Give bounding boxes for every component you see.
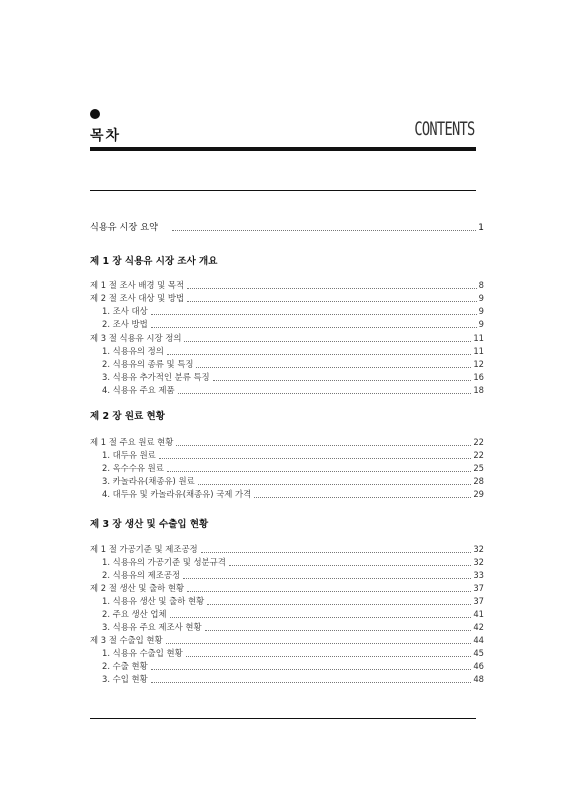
toc-entry-label: 제 2 절 생산 및 출하 현황 [90,583,185,593]
page-title: 목차 [90,128,122,144]
toc-entry-page: 28 [473,476,484,486]
toc-entry[interactable] [102,383,484,396]
chapter-heading: 제 1 장 식용유 시장 조사 개요 [90,256,218,267]
toc-entry-label: 3. 수입 현황 [102,674,148,684]
leader-dots [172,230,476,231]
toc-entry-page: 42 [473,622,484,632]
leader-dots [229,565,472,566]
leader-dots [178,393,472,394]
toc-entry-label: 2. 옥수수유 원료 [102,463,164,473]
toc-entry-label: 1. 식용유 수출입 현황 [102,648,183,658]
toc-entry-label: 제 3 절 수출입 현황 [90,635,163,645]
contents-wordmark: CONTENTS [414,118,475,140]
toc-entry[interactable] [102,448,484,461]
toc-entry[interactable] [102,357,484,370]
toc-entry-page: 11 [473,346,484,356]
toc-entry[interactable] [90,435,484,448]
toc-entry-page: 1 [478,222,484,233]
toc-entry-page: 12 [473,359,484,369]
toc-entry-page: 29 [473,489,484,499]
toc-entry-page: 44 [473,635,484,645]
leader-dots [196,367,471,368]
toc-entry-page: 41 [473,609,484,619]
toc-entry-label: 2. 주요 생산 업체 [102,609,167,619]
toc-entry[interactable] [90,331,484,344]
toc-entry-page: 45 [473,648,484,658]
toc-entry[interactable] [102,555,484,568]
leader-dots [187,301,477,302]
toc-entry[interactable] [102,594,484,607]
toc-entry[interactable] [90,291,484,304]
leader-dots [207,604,471,605]
toc-entry[interactable] [102,344,484,357]
toc-entry[interactable] [90,278,484,291]
leader-dots [205,630,472,631]
leader-dots [151,327,477,328]
toc-entry-page: 9 [478,319,484,329]
leader-dots [167,471,471,472]
chapter-heading: 제 2 장 원료 현황 [90,411,165,422]
toc-entry-page: 33 [473,570,484,580]
toc-entry-label: 2. 식용유의 제조공정 [102,570,181,580]
toc-entry-label: 2. 조사 방법 [102,319,148,329]
toc-entry[interactable] [90,633,484,646]
toc-entry-label: 제 2 절 조사 대상 및 방법 [90,293,185,303]
bullet-dot-icon [90,109,100,119]
toc-entry[interactable] [102,568,484,581]
bottom-divider [90,718,476,719]
chapter-heading: 제 3 장 생산 및 수출입 현황 [90,519,209,530]
toc-entry-page: 22 [473,437,484,447]
toc-entry-label: 제 3 절 식용유 시장 정의 [90,333,182,343]
leader-dots [166,643,472,644]
leader-dots [201,552,472,553]
toc-entry[interactable] [102,607,484,620]
toc-entry-page: 9 [478,293,484,303]
toc-entry-label: 제 1 절 가공기준 및 제조공정 [90,544,198,554]
toc-entry-label: 3. 카놀라유(채종유) 원료 [102,476,195,486]
toc-entry-page: 18 [473,385,484,395]
toc-entry-page: 16 [473,372,484,382]
toc-entry-label: 2. 수출 현황 [102,661,148,671]
toc-entry[interactable] [102,659,484,672]
leader-dots [167,354,471,355]
toc-entry-label: 4. 대두유 및 카놀라유(채종유) 국제 가격 [102,489,252,499]
toc-entry-label: 1. 대두유 원료 [102,450,156,460]
toc-entry[interactable] [102,672,484,685]
leader-dots [184,341,471,342]
toc-entry-page: 32 [473,557,484,567]
toc-entry[interactable] [102,646,484,659]
toc-entry-label: 1. 식용유 생산 및 출하 현황 [102,596,205,606]
toc-entry-page: 22 [473,450,484,460]
leader-dots [213,380,472,381]
leader-dots [170,617,472,618]
leader-dots [198,484,472,485]
toc-entry-page: 37 [473,596,484,606]
toc-entry-label: 식용유 시장 요약 [90,222,158,233]
toc-entry-page: 8 [478,280,484,290]
leader-dots [151,314,477,315]
leader-dots [151,669,472,670]
toc-entry-page: 25 [473,463,484,473]
toc-entry-label: 4. 식용유 주요 제품 [102,385,175,395]
leader-dots [187,591,471,592]
title-rule [90,147,476,151]
toc-entry[interactable] [102,461,484,474]
toc-entry[interactable] [102,474,484,487]
toc-entry-label: 2. 식용유의 종류 및 특징 [102,359,194,369]
toc-entry[interactable] [102,487,484,500]
toc-entry-page: 9 [478,306,484,316]
top-divider [90,190,476,191]
toc-entry-page: 37 [473,583,484,593]
toc-entry[interactable] [102,304,484,317]
leader-dots [151,682,472,683]
toc-entry-page: 48 [473,674,484,684]
leader-dots [187,288,477,289]
leader-dots [159,458,472,459]
toc-entry-label: 1. 식용유의 가공기준 및 성분규격 [102,557,226,567]
toc-entry-page: 46 [473,661,484,671]
toc-entry-label: 제 1 절 조사 배경 및 목적 [90,280,185,290]
toc-entry-page: 32 [473,544,484,554]
leader-dots [186,656,472,657]
toc-entry[interactable] [90,542,484,555]
toc-entry-label: 제 1 절 주요 원료 현황 [90,437,174,447]
toc-entry[interactable] [102,620,484,633]
toc-entry[interactable] [102,370,484,383]
leader-dots [183,578,471,579]
toc-entry-label: 1. 식용유의 정의 [102,346,164,356]
toc-entry-label: 3. 식용유 주요 제조사 현황 [102,622,202,632]
toc-entry-label: 1. 조사 대상 [102,306,148,316]
toc-summary[interactable] [90,220,484,233]
toc-entry[interactable] [90,581,484,594]
toc-entry-label: 3. 식용유 추가적인 분류 특징 [102,372,210,382]
leader-dots [176,445,471,446]
leader-dots [254,497,471,498]
toc-entry[interactable] [102,317,484,330]
toc-entry-page: 11 [473,333,484,343]
